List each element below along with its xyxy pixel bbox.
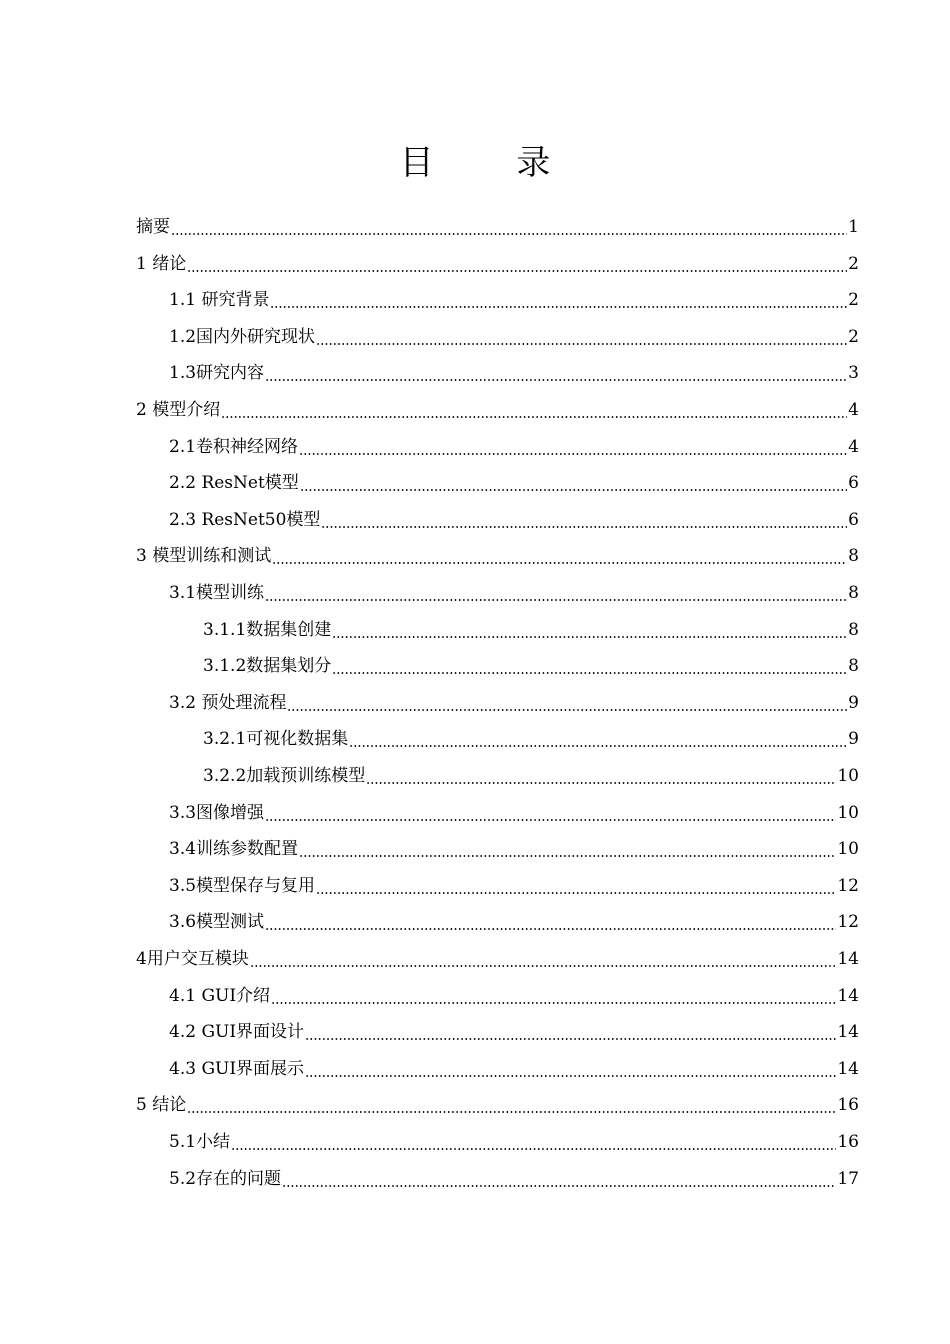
toc-entry-label: 3.2 预处理流程 xyxy=(169,692,287,713)
toc-entry[interactable] xyxy=(169,458,859,494)
toc-dot-leader xyxy=(305,1021,836,1043)
toc-dot-leader xyxy=(265,582,847,604)
toc-entry-label: 1.2国内外研究现状 xyxy=(169,326,316,347)
toc-entry-label: 1.1 研究背景 xyxy=(169,290,270,311)
toc-page-number: 9 xyxy=(848,729,859,750)
toc-entry-label: 3.4训练参数配置 xyxy=(169,839,299,860)
toc-page-number: 16 xyxy=(837,1095,859,1116)
toc-dot-leader xyxy=(316,875,836,897)
toc-dot-leader xyxy=(321,509,847,531)
toc-page-number: 8 xyxy=(848,656,859,677)
toc-title: 目 录 xyxy=(399,143,587,183)
toc-page-number: 10 xyxy=(837,802,859,823)
toc-entry-label: 摘要 xyxy=(136,217,170,237)
toc-entry-label: 3.2.2加载预训练模型 xyxy=(203,766,366,786)
toc-entry-label: 2 模型介绍 xyxy=(136,400,221,420)
toc-entry[interactable] xyxy=(169,1154,859,1190)
toc-page-number: 6 xyxy=(848,473,859,494)
toc-entry-label: 3.5模型保存与复用 xyxy=(169,875,316,896)
toc-entry[interactable] xyxy=(136,1080,859,1116)
toc-page-number: 4 xyxy=(848,436,859,457)
toc-entry-label: 1 绪论 xyxy=(136,253,187,274)
toc-page-number: 4 xyxy=(848,400,859,420)
toc-page-number: 14 xyxy=(837,1022,859,1043)
toc-dot-leader xyxy=(272,545,847,567)
toc-entry-label: 1.3研究内容 xyxy=(169,363,265,384)
toc-entry-label: 2.1卷积神经网络 xyxy=(169,436,299,457)
toc-dot-leader xyxy=(265,911,836,933)
toc-entry-label: 3.1模型训练 xyxy=(169,583,265,603)
toc-entry[interactable] xyxy=(136,531,859,567)
toc-dot-leader xyxy=(349,728,847,750)
toc-dot-leader xyxy=(271,985,836,1007)
toc-entry-label: 2.2 ResNet模型 xyxy=(169,473,299,494)
toc-entry[interactable] xyxy=(136,202,859,238)
toc-dot-leader xyxy=(250,948,837,970)
toc-entry-label: 5.1小结 xyxy=(169,1132,231,1152)
toc-page-number: 8 xyxy=(848,619,859,640)
toc-entry[interactable] xyxy=(169,678,859,714)
toc-entry[interactable] xyxy=(169,897,859,933)
toc-dot-leader xyxy=(332,619,847,641)
toc-entry-label: 2.3 ResNet50模型 xyxy=(169,509,321,530)
toc-entry-label: 4.1 GUI介绍 xyxy=(169,985,271,1006)
toc-entry[interactable] xyxy=(169,495,859,531)
toc-dot-leader xyxy=(305,1058,836,1080)
toc-entry[interactable] xyxy=(136,385,859,421)
toc-page-number: 2 xyxy=(848,290,859,311)
toc-entry[interactable] xyxy=(169,824,859,860)
toc-dot-leader xyxy=(187,1094,836,1116)
toc-page-number: 16 xyxy=(837,1132,859,1152)
toc-entry[interactable] xyxy=(203,751,859,787)
toc-page-number: 6 xyxy=(848,509,859,530)
toc-entry-label: 4.2 GUI界面设计 xyxy=(169,1022,305,1043)
toc-page-number: 2 xyxy=(848,253,859,274)
toc-page-number: 14 xyxy=(837,985,859,1006)
toc-page-number: 14 xyxy=(837,1058,859,1079)
toc-entry[interactable] xyxy=(136,239,859,275)
toc-page-number: 8 xyxy=(848,583,859,603)
toc-page-number: 12 xyxy=(837,912,859,933)
toc-entry-label: 3 模型训练和测试 xyxy=(136,546,272,567)
toc-entry-label: 5.2存在的问题 xyxy=(169,1168,282,1189)
toc-entry[interactable] xyxy=(203,714,859,750)
toc-dot-leader xyxy=(332,655,847,677)
toc-entry-label: 4.3 GUI界面展示 xyxy=(169,1058,305,1079)
toc-entry[interactable] xyxy=(203,605,859,641)
toc-dot-leader xyxy=(171,216,847,238)
toc-page-number: 10 xyxy=(837,839,859,860)
toc-page-number: 14 xyxy=(837,949,859,969)
toc-entry[interactable] xyxy=(169,312,859,348)
toc-page-number: 8 xyxy=(848,546,859,567)
toc-dot-leader xyxy=(231,1131,836,1153)
toc-page-number: 12 xyxy=(837,875,859,896)
toc-entry[interactable] xyxy=(169,348,859,384)
toc-entry-label: 3.3图像增强 xyxy=(169,802,265,823)
toc-dot-leader xyxy=(300,472,847,494)
toc-dot-leader xyxy=(187,253,847,275)
toc-dot-leader xyxy=(265,802,836,824)
toc-entry-label: 5 结论 xyxy=(136,1095,187,1116)
toc-page-number: 1 xyxy=(848,217,859,237)
toc-entry-label: 4用户交互模块 xyxy=(136,949,249,969)
toc-dot-leader xyxy=(316,326,847,348)
toc-entry[interactable] xyxy=(169,788,859,824)
toc-dot-leader xyxy=(287,692,847,714)
toc-entry[interactable] xyxy=(136,934,859,970)
toc-page-number: 3 xyxy=(848,363,859,384)
toc-dot-leader xyxy=(221,399,847,421)
toc-entry[interactable] xyxy=(203,641,859,677)
toc-page-number: 2 xyxy=(848,326,859,347)
toc-entry[interactable] xyxy=(169,1117,859,1153)
toc-dot-leader xyxy=(282,1168,836,1190)
toc-entry[interactable] xyxy=(169,1044,859,1080)
toc-entry[interactable] xyxy=(169,422,859,458)
toc-page-number: 17 xyxy=(837,1168,859,1189)
toc-entry-label: 3.1.1数据集创建 xyxy=(203,619,332,640)
toc-entry[interactable] xyxy=(169,275,859,311)
toc-entry[interactable] xyxy=(169,861,859,897)
toc-entry[interactable] xyxy=(169,568,859,604)
toc-page-number: 9 xyxy=(848,692,859,713)
toc-dot-leader xyxy=(366,765,836,787)
toc-dot-leader xyxy=(265,362,847,384)
toc-entry-label: 3.1.2数据集划分 xyxy=(203,656,332,677)
toc-entry-label: 3.2.1可视化数据集 xyxy=(203,729,349,750)
toc-entry[interactable] xyxy=(169,971,859,1007)
toc-page-number: 10 xyxy=(837,766,859,786)
toc-dot-leader xyxy=(299,436,847,458)
toc-dot-leader xyxy=(299,838,836,860)
toc-dot-leader xyxy=(270,289,847,311)
toc-entry-label: 3.6模型测试 xyxy=(169,912,265,933)
toc-entry[interactable] xyxy=(169,1007,859,1043)
